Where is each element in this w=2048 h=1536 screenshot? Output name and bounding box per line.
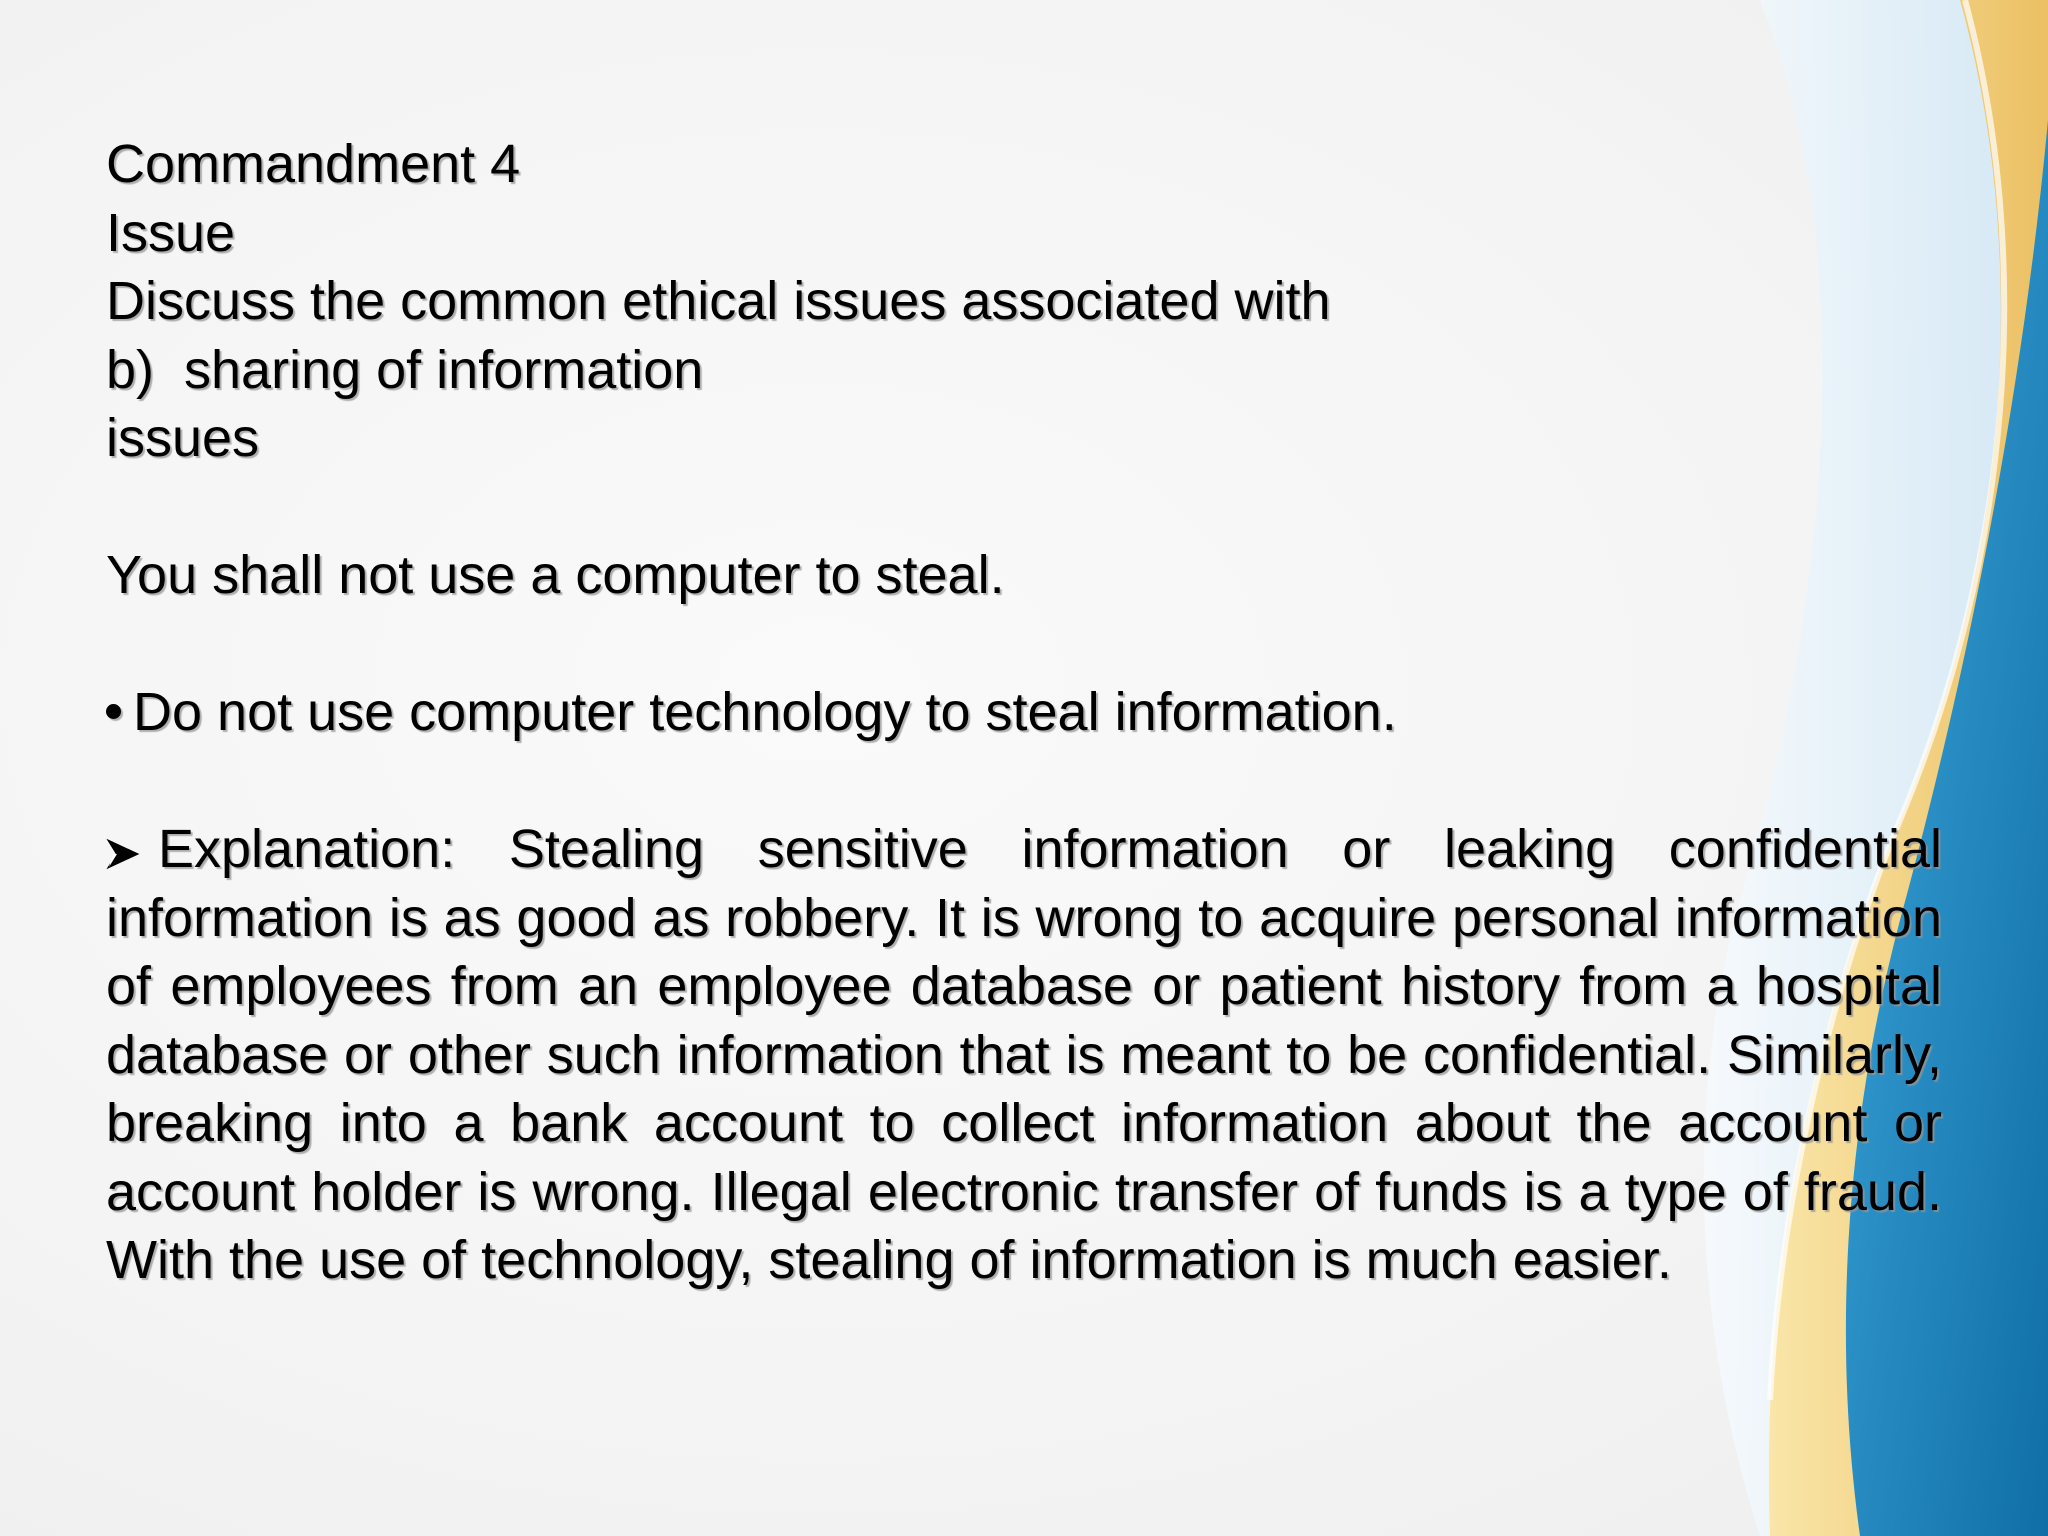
spacer	[106, 747, 1942, 816]
explanation-text: Explanation: Stealing sensitive information or leaking confidential information is as good as robbery. It is wrong to acquire personal information of employees from an employee database or patient history from a hospital database or other such information that is meant to be confidential. Similarly, breaking into a bank account to collect information about the account or account holder is wrong. Illegal electronic transfer of funds is a type of fraud. With the use of technology, stealing of information is much easier.	[106, 819, 1942, 1290]
list-item-b: b) sharing of information	[106, 339, 704, 400]
slide-subtitle: Issue	[106, 202, 236, 263]
bullet-item	[106, 678, 1942, 747]
commandment-statement: You shall not use a computer to steal.	[106, 545, 1005, 605]
bullet-text: Do not use computer technology to steal information.	[133, 682, 1397, 742]
slide-title: Commandment 4	[106, 134, 521, 194]
explanation-paragraph	[106, 815, 1942, 1295]
issues-label: issues	[106, 408, 260, 468]
discussion-prompt: Discuss the common ethical issues associated with	[106, 271, 1331, 331]
arrowhead-icon	[106, 815, 140, 884]
spacer	[106, 473, 1942, 542]
slide-text-body	[106, 130, 1942, 1295]
spacer	[106, 610, 1942, 679]
bullet-dot-icon	[106, 704, 121, 719]
